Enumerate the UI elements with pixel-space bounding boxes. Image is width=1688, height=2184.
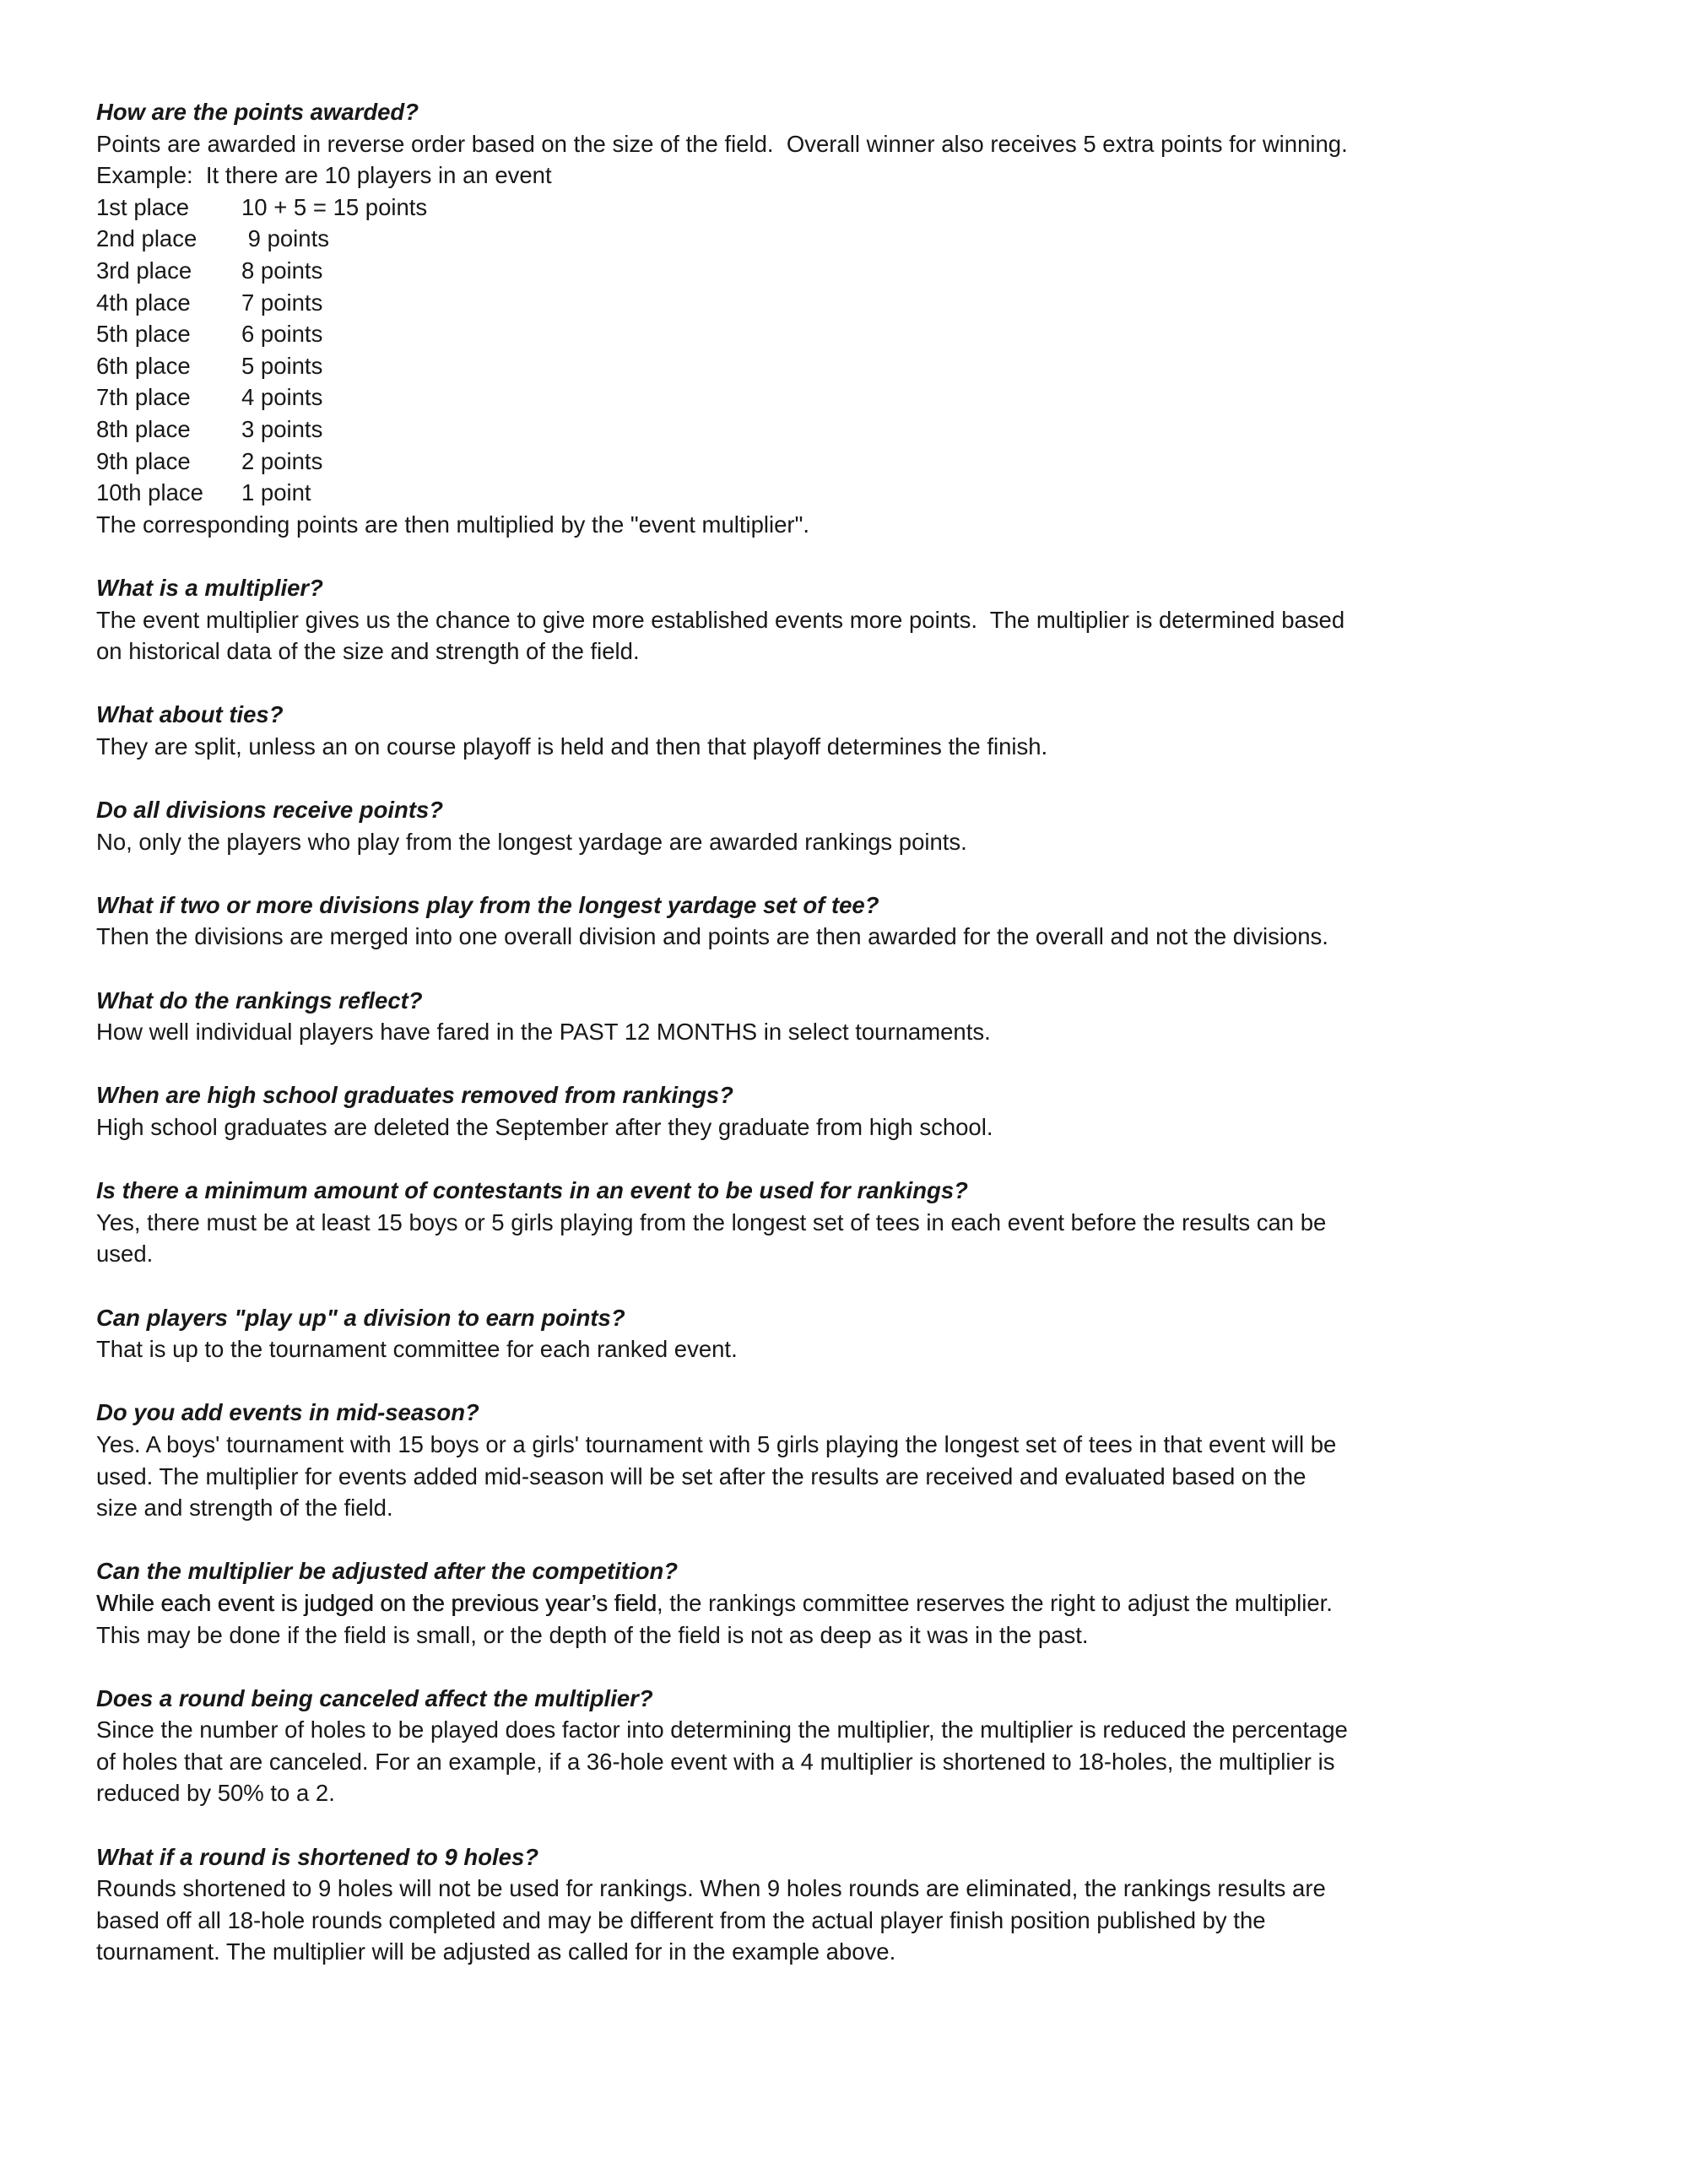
faq-section bbox=[96, 1079, 1620, 1143]
answer-line: based off all 18-hole rounds completed and may be different from the actual player finish position published by the bbox=[96, 1906, 1266, 1933]
points-row bbox=[96, 318, 1620, 350]
faq-section bbox=[96, 1175, 1620, 1270]
answer-line: size and strength of the field. bbox=[96, 1495, 393, 1522]
points-value: 10 + 5 = 15 points bbox=[241, 193, 428, 220]
points-row bbox=[96, 192, 1620, 224]
points-place: 6th place bbox=[96, 352, 191, 379]
points-place: 5th place bbox=[96, 321, 191, 348]
points-row bbox=[96, 446, 1620, 478]
question-heading: What about ties? bbox=[96, 701, 284, 728]
answer-line: The event multiplier gives us the chance to give more established events more points. The multiplier is determined based bbox=[96, 606, 1345, 633]
answer-line: While each event is judged on the previous year’s field, the rankings committee reserves the right to adjust the multiplier. bbox=[96, 1589, 1333, 1616]
points-place: 1st place bbox=[96, 193, 190, 220]
question-heading: Is there a minimum amount of contestants in an event to be used for rankings? bbox=[96, 1177, 968, 1204]
answer-line: used. bbox=[96, 1241, 154, 1268]
answer-line: How well individual players have fared in the PAST 12 MONTHS in select tournaments. bbox=[96, 1019, 991, 1046]
question-heading: What if a round is shortened to 9 holes? bbox=[96, 1843, 539, 1870]
faq-section bbox=[96, 794, 1620, 857]
answer-line: Then the divisions are merged into one overall division and points are then awarded for the overall and not the divisions. bbox=[96, 923, 1328, 950]
answer-line: Example: It there are 10 players in an event bbox=[96, 162, 552, 189]
question-heading: Can the multiplier be adjusted after the competition? bbox=[96, 1558, 679, 1585]
points-row bbox=[96, 255, 1620, 287]
faq-section bbox=[96, 1397, 1620, 1523]
points-place: 2nd place bbox=[96, 225, 197, 252]
points-value: 5 points bbox=[241, 352, 323, 379]
emphasized-phrase: While each event is judged on the previous year’s field bbox=[96, 1589, 657, 1616]
points-place: 4th place bbox=[96, 289, 191, 316]
answer-line: reduced by 50% to a 2. bbox=[96, 1780, 335, 1807]
answer-line: used. The multiplier for events added mid-season will be set after the results are received and evaluated based on the bbox=[96, 1462, 1307, 1489]
points-value: 1 point bbox=[241, 479, 311, 506]
answer-line: Points are awarded in reverse order based on the size of the field. Overall winner also receives 5 extra points for winning. bbox=[96, 130, 1348, 157]
points-place: 7th place bbox=[96, 384, 191, 411]
answer-line: Rounds shortened to 9 holes will not be used for rankings. When 9 holes rounds are eliminated, the rankings results are bbox=[96, 1875, 1326, 1902]
question-heading: Does a round being canceled affect the multiplier? bbox=[96, 1684, 653, 1711]
faq-section bbox=[96, 699, 1620, 762]
answer-line: Since the number of holes to be played does factor into determining the multiplier, the multiplier is reduced the percentage bbox=[96, 1716, 1348, 1743]
answer-line: on historical data of the size and strength of the field. bbox=[96, 638, 640, 665]
points-place: 9th place bbox=[96, 447, 191, 474]
question-heading: When are high school graduates removed from rankings? bbox=[96, 1082, 733, 1109]
points-row bbox=[96, 350, 1620, 382]
question-heading: What if two or more divisions play from the longest yardage set of tee? bbox=[96, 891, 879, 918]
points-value: 3 points bbox=[241, 415, 323, 442]
points-row bbox=[96, 223, 1620, 255]
points-place: 3rd place bbox=[96, 257, 192, 284]
faq-section bbox=[96, 1683, 1620, 1809]
points-place: 8th place bbox=[96, 415, 191, 442]
answer-line: The corresponding points are then multiplied by the "event multiplier". bbox=[96, 511, 809, 538]
answer-line: They are split, unless an on course playoff is held and then that playoff determines the finish. bbox=[96, 733, 1048, 760]
points-row bbox=[96, 381, 1620, 414]
points-row bbox=[96, 414, 1620, 446]
faq-section bbox=[96, 1302, 1620, 1365]
points-value: 8 points bbox=[241, 257, 323, 284]
question-heading: Do you add events in mid-season? bbox=[96, 1399, 479, 1426]
answer-line: Yes. A boys' tournament with 15 boys or a girls' tournament with 5 girls playing the longest set of tees in that event will be bbox=[96, 1430, 1337, 1457]
answer-line: No, only the players who play from the longest yardage are awarded rankings points. bbox=[96, 828, 967, 855]
question-heading: What is a multiplier? bbox=[96, 574, 323, 601]
answer-line: of holes that are canceled. For an example, if a 36-hole event with a 4 multiplier is shortened to 18-holes, the multiplier is bbox=[96, 1748, 1335, 1775]
question-heading: Can players "play up" a division to earn points? bbox=[96, 1304, 625, 1331]
points-value: 4 points bbox=[241, 384, 323, 411]
faq-section bbox=[96, 1555, 1620, 1651]
answer-line: High school graduates are deleted the September after they graduate from high school. bbox=[96, 1114, 993, 1140]
faq-section bbox=[96, 1841, 1620, 1968]
points-value: 7 points bbox=[241, 289, 323, 316]
answer-line: This may be done if the field is small, or the depth of the field is not as deep as it was in the past. bbox=[96, 1621, 1089, 1648]
points-value: 9 points bbox=[241, 225, 329, 252]
answer-line: tournament. The multiplier will be adjusted as called for in the example above. bbox=[96, 1938, 896, 1965]
question-heading: Do all divisions receive points? bbox=[96, 797, 444, 824]
answer-line: Yes, there must be at least 15 boys or 5 girls playing from the longest set of tees in each event before the results can be bbox=[96, 1208, 1327, 1235]
faq-section bbox=[96, 985, 1620, 1048]
answer-line: That is up to the tournament committee for each ranked event. bbox=[96, 1336, 738, 1363]
question-heading: How are the points awarded? bbox=[96, 99, 419, 125]
points-value: 6 points bbox=[241, 321, 323, 348]
points-row bbox=[96, 477, 1620, 509]
points-row bbox=[96, 287, 1620, 319]
faq-section bbox=[96, 572, 1620, 668]
points-value: 2 points bbox=[241, 447, 323, 474]
points-place: 10th place bbox=[96, 479, 203, 506]
faq-section bbox=[96, 96, 1620, 540]
question-heading: What do the rankings reflect? bbox=[96, 987, 423, 1014]
faq-section bbox=[96, 889, 1620, 953]
